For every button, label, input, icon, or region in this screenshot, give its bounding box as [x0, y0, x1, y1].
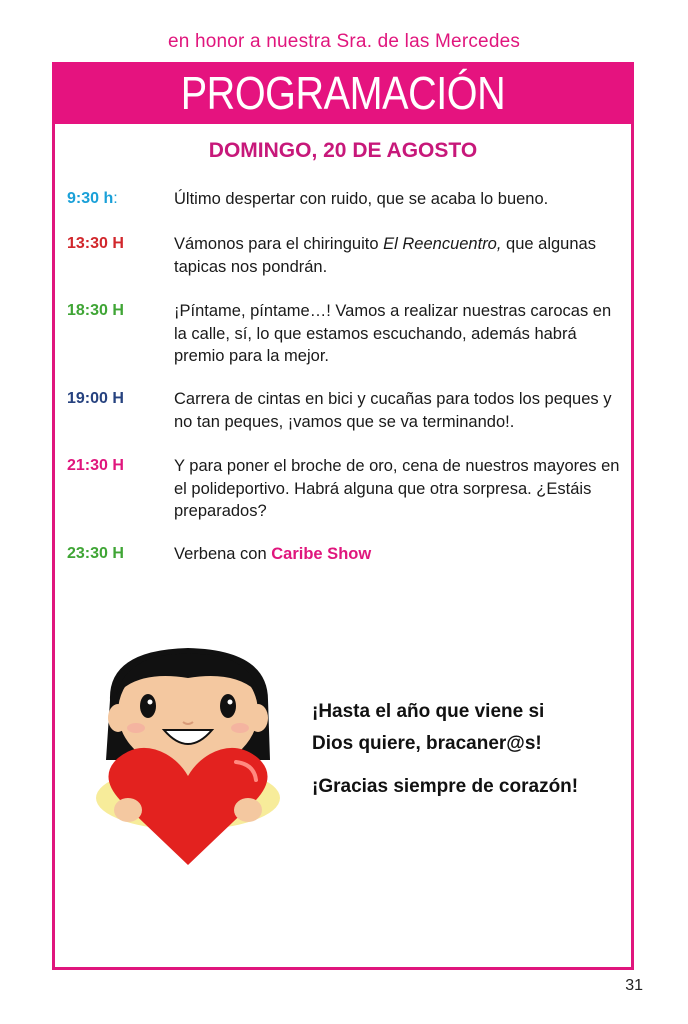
closing-line: ¡Hasta el año que viene si [312, 701, 545, 722]
event-time: 19:00 H [67, 390, 124, 407]
event-time: 21:30 H [67, 457, 124, 474]
event-description: ¡Píntame, píntame…! Vamos a realizar nuestras carocas en la calle, sí, lo que estamos escuchando, además habrá premio para la mejor. [174, 302, 612, 365]
title-banner [52, 62, 634, 124]
girl-holding-heart-icon [88, 640, 288, 870]
closing-line: ¡Gracias siempre de corazón! [312, 776, 579, 797]
page-title: PROGRAMACIÓN [180, 67, 506, 119]
event-description: Carrera de cintas en bici y cucañas para todos los peques y no tan peques, ¡vamos que se va terminando!. [174, 390, 612, 431]
page-number: 31 [625, 977, 643, 994]
event-time: 9:30 h: [67, 190, 118, 207]
band-name: Caribe Show [271, 545, 372, 563]
event-time: 13:30 H [67, 235, 124, 252]
event-description: Verbena con Caribe Show [174, 545, 372, 563]
event-description: Y para poner el broche de oro, cena de nuestros mayores en el polideportivo. Habrá alguna que otra sorpresa. ¿Estáis preparados? [174, 457, 620, 520]
event-time: 23:30 H [67, 545, 124, 562]
event-description: Vámonos para el chiringuito El Reencuentro, que algunas tapicas nos pondrán. [174, 235, 596, 276]
event-description: Último despertar con ruido, que se acaba lo bueno. [174, 190, 549, 208]
event-time: 18:30 H [67, 302, 124, 319]
closing-line: Dios quiere, bracaner@s! [312, 733, 542, 754]
header-subtitle: en honor a nuestra Sra. de las Mercedes [167, 31, 521, 52]
date-heading: DOMINGO, 20 DE AGOSTO [208, 139, 478, 162]
venue-name: El Reencuentro, [383, 235, 502, 253]
